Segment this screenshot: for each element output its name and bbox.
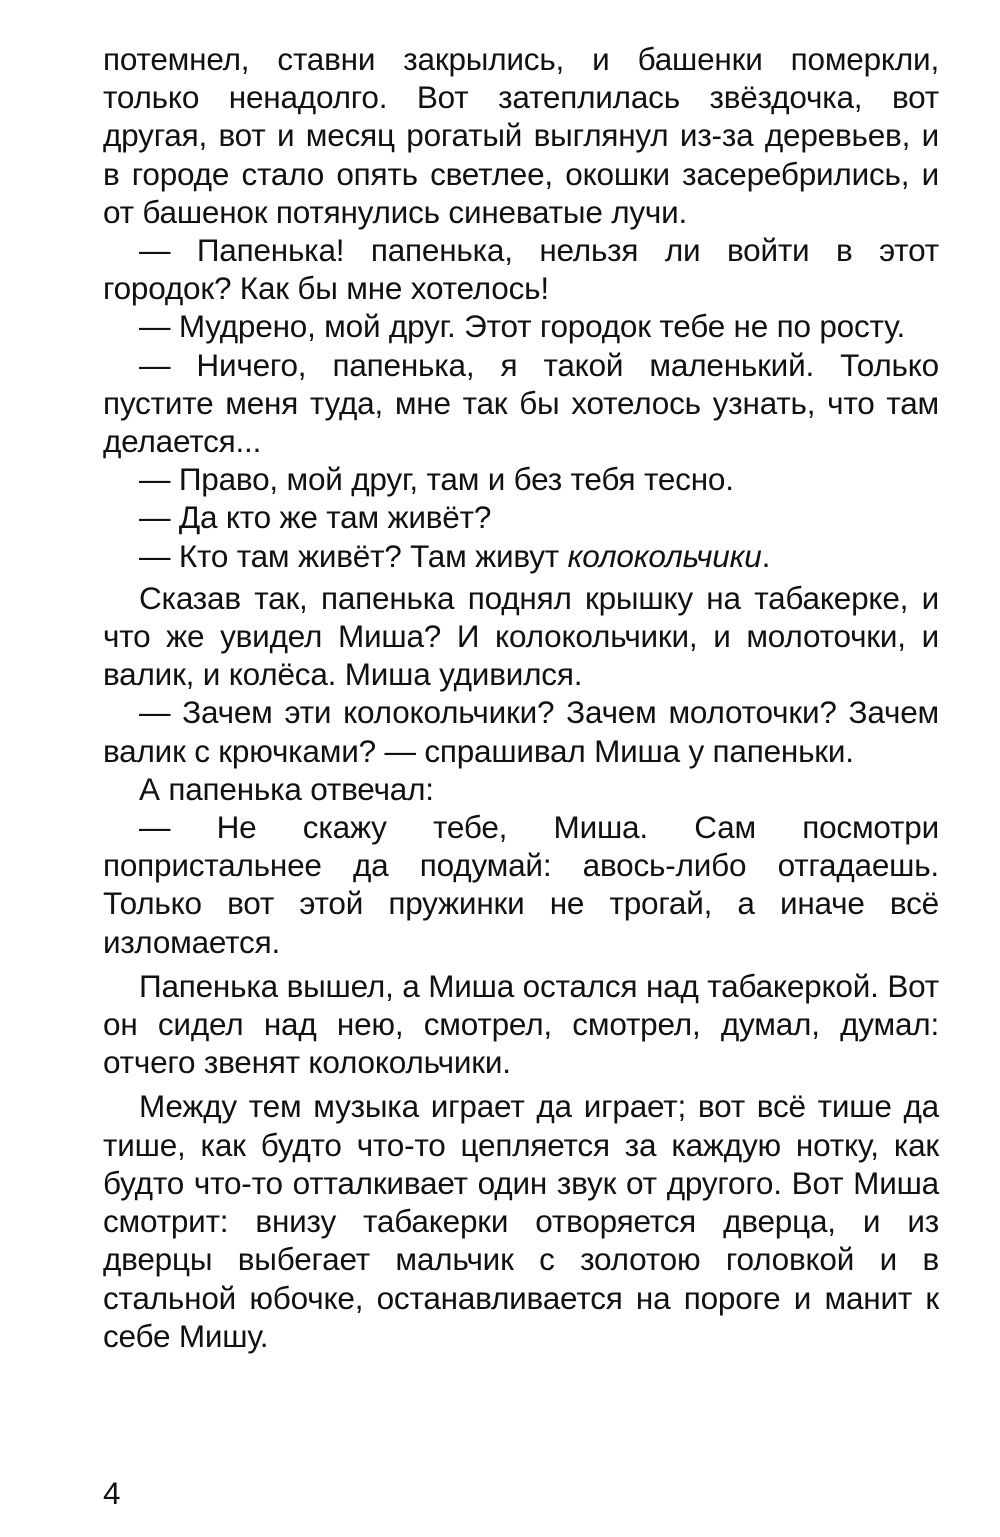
book-page-text [103,40,939,1355]
dialogue-line: — Зачем эти колокольчики? Зачем молоточки? Зачем валик с крючками? — спрашивал Миша у папеньки. [103,694,939,769]
dialogue-line: — Ничего, папенька, я такой маленький. Только пустите меня туда, мне так бы хотелось узнать, что там делается... [103,346,939,460]
dialogue-line: — Право, мой друг, там и без тебя тесно. [139,461,734,498]
dialogue-line: — Мудрено, мой друг. Этот городок тебе не по росту. [139,308,906,345]
paragraph: Между тем музыка играет да играет; вот всё тише да тише, как будто что-то цепляется за каждую нотку, как будто что-то отталкивает один звук от другого. Вот Миша смотрит: внизу табакерки отворяется дверца, и из дверцы выбегает мальчик с золотою головкой и в стальной юбочке, останавливается на пороге и манит к себе Мишу. [103,1088,939,1354]
dialogue-prefix: — Кто там живёт? Там живут [139,537,568,574]
page-number: 4 [103,1475,121,1511]
paragraph: Папенька вышел, а Миша остался над табакеркой. Вот он сидел над нею, смотрел, смотрел, думал, думал: отчего звенят колокольчики. [103,967,939,1081]
dialogue-suffix: . [761,537,771,574]
paragraph: потемнел, ставни закрылись, и башенки померкли, только ненадолго. Вот затеплилась звёздочка, вот другая, вот и месяц рогатый выглянул из-за деревьев, и в городе стало опять светлее, окошки засеребрились, и от башенок потянулись синеватые лучи. [103,41,939,230]
dialogue-line: — Да кто же там живёт? [139,499,492,536]
paragraph: А папенька отвечал: [139,770,434,807]
italic-emphasis: колокольчики [567,537,762,574]
dialogue-line: — Папенька! папенька, нельзя ли войти в этот городок? Как бы мне хотелось! [103,232,939,307]
paragraph: Сказав так, папенька поднял крышку на табакерке, и что же увидел Миша? И колокольчики, и молоточки, и валик, и колёса. Миша удивился. [103,579,939,693]
dialogue-line: — Не скажу тебе, Миша. Сам посмотри попристальнее да подумай: авось-либо отгадаешь. Только вот этой пружинки не трогай, а иначе всё изломается. [103,809,939,960]
dialogue-line-who-lives [103,537,939,575]
